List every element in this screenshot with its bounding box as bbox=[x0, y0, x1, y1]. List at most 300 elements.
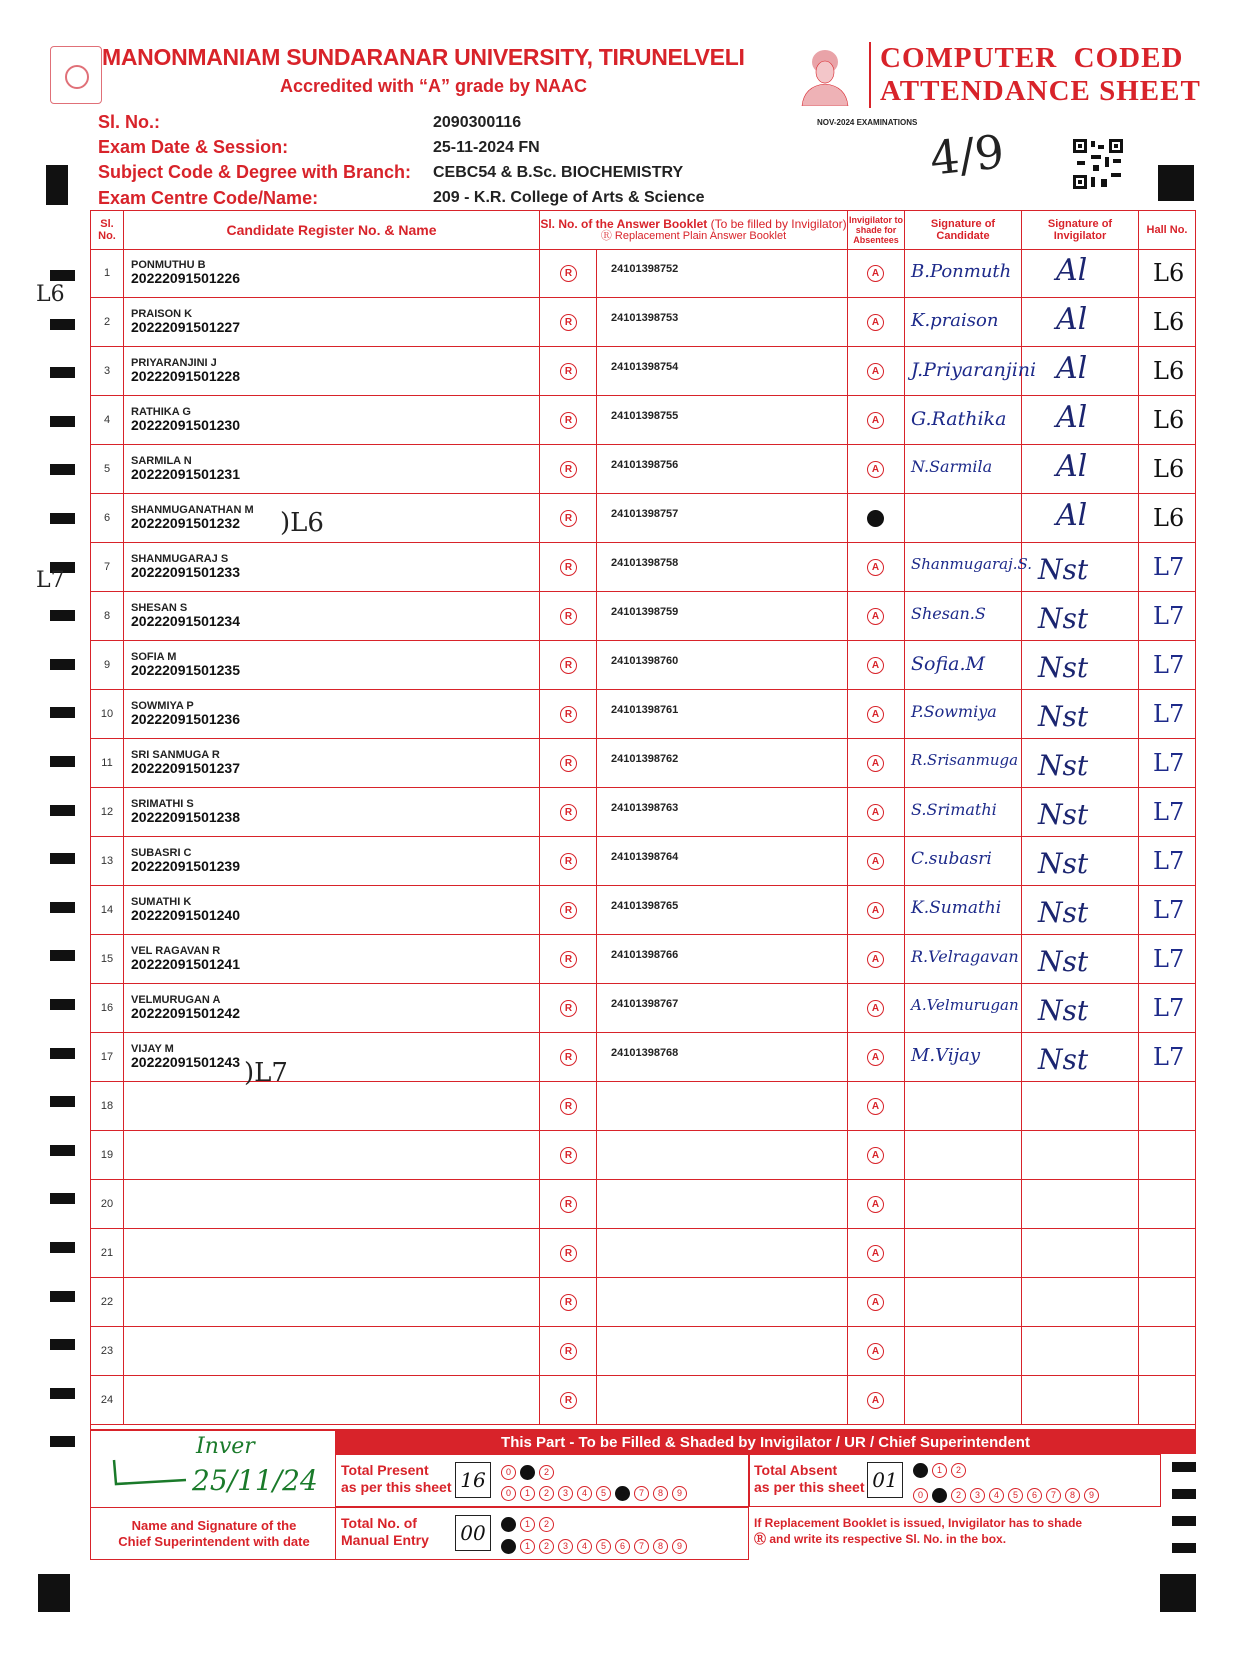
replacement-bubble[interactable]: R bbox=[560, 1098, 577, 1115]
margin-note-l6: L6 bbox=[36, 282, 65, 307]
manual-units-bubble[interactable]: 5 bbox=[596, 1539, 611, 1554]
candidate-name: SUMATHI K bbox=[131, 896, 192, 908]
absent-cell bbox=[848, 592, 905, 640]
register-number: 20222091501241 bbox=[131, 956, 241, 972]
candidate-signature: N.Sarmila bbox=[911, 457, 993, 476]
hall-number: L7 bbox=[1153, 945, 1185, 973]
invigilator-signature-cell bbox=[1022, 347, 1139, 395]
manual-units-bubble[interactable]: 0 bbox=[501, 1539, 516, 1554]
replacement-bubble[interactable]: R bbox=[560, 265, 577, 282]
timing-mark-left bbox=[50, 950, 75, 961]
header-candidate: Candidate Register No. & Name bbox=[124, 211, 540, 249]
candidate-cell bbox=[124, 739, 540, 787]
row-sl-no: 13 bbox=[91, 837, 124, 885]
subject-label: Subject Code & Degree with Branch: bbox=[98, 162, 412, 182]
absent-bubble[interactable]: A bbox=[867, 1294, 884, 1311]
candidate-signature-cell bbox=[905, 1327, 1022, 1375]
absent-bubble[interactable]: A bbox=[867, 755, 884, 772]
absent-cell bbox=[848, 788, 905, 836]
replacement-cell bbox=[540, 690, 597, 738]
candidate-signature-cell bbox=[905, 788, 1022, 836]
candidate-name bbox=[124, 1229, 539, 1239]
manual-units-bubble[interactable]: 3 bbox=[558, 1539, 573, 1554]
timing-mark-left bbox=[50, 1193, 75, 1204]
register-number: 20222091501232 bbox=[131, 515, 241, 531]
absent-bubble[interactable]: A bbox=[867, 510, 884, 527]
absent-tens-bubble[interactable]: 1 bbox=[932, 1463, 947, 1478]
candidate-signature-cell bbox=[905, 1131, 1022, 1179]
replacement-bubble[interactable]: R bbox=[560, 1245, 577, 1262]
absent-bubble[interactable]: A bbox=[867, 559, 884, 576]
candidate-name bbox=[124, 1327, 539, 1337]
candidate-name: SHANMUGANATHAN M bbox=[131, 504, 254, 516]
present-units-bubble[interactable]: 6 bbox=[615, 1486, 630, 1501]
hall-cell bbox=[1139, 543, 1195, 591]
candidate-signature: G.Rathika bbox=[911, 408, 1007, 430]
invigilator-signature: Nst bbox=[1038, 798, 1089, 831]
hall-cell bbox=[1139, 298, 1195, 346]
candidate-signature: P.Sowmiya bbox=[911, 702, 997, 721]
booklet-number: 24101398761 bbox=[611, 704, 679, 716]
invigilator-signature: Al bbox=[1056, 302, 1088, 337]
manual-tens-bubble[interactable]: 1 bbox=[520, 1517, 535, 1532]
replacement-cell bbox=[540, 1327, 597, 1375]
manual-tens-bubble[interactable]: 0 bbox=[501, 1517, 516, 1532]
table-row bbox=[91, 886, 1195, 935]
hall-number: L6 bbox=[1153, 259, 1185, 287]
hall-cell bbox=[1139, 347, 1195, 395]
invigilator-signature-cell bbox=[1022, 690, 1139, 738]
absent-bubble[interactable]: A bbox=[867, 1343, 884, 1360]
candidate-signature-cell bbox=[905, 984, 1022, 1032]
replacement-bubble[interactable]: R bbox=[560, 755, 577, 772]
absent-bubble[interactable]: A bbox=[867, 1147, 884, 1164]
absent-units-bubble[interactable]: 3 bbox=[970, 1488, 985, 1503]
absent-units-bubbles[interactable] bbox=[913, 1485, 1103, 1503]
hall-cell bbox=[1139, 249, 1195, 297]
invigilator-signature: Al bbox=[1056, 400, 1088, 435]
candidate-name: RATHIKA G bbox=[131, 406, 191, 418]
register-number: 20222091501228 bbox=[131, 368, 241, 384]
manual-units-bubble[interactable]: 1 bbox=[520, 1539, 535, 1554]
table-row bbox=[91, 543, 1195, 592]
candidate-signature-cell bbox=[905, 837, 1022, 885]
present-tens-bubble[interactable]: 0 bbox=[501, 1465, 516, 1480]
replacement-cell bbox=[540, 984, 597, 1032]
timing-mark-left bbox=[50, 1145, 75, 1156]
hall-number: L7 bbox=[1153, 896, 1185, 924]
candidate-signature: B.Ponmuth bbox=[911, 261, 1012, 282]
candidate-signature-cell bbox=[905, 1278, 1022, 1326]
manual-units-bubble[interactable]: 4 bbox=[577, 1539, 592, 1554]
absent-value[interactable]: 01 bbox=[867, 1462, 903, 1498]
row-sl-no: 14 bbox=[91, 886, 124, 934]
replacement-cell bbox=[540, 739, 597, 787]
hall-number: L6 bbox=[1153, 308, 1185, 336]
absent-bubble[interactable]: A bbox=[867, 951, 884, 968]
absent-bubble[interactable]: A bbox=[867, 1098, 884, 1115]
row-sl-no: 7 bbox=[91, 543, 124, 591]
replacement-bubble[interactable]: R bbox=[560, 559, 577, 576]
manual-units-bubble[interactable]: 9 bbox=[672, 1539, 687, 1554]
header-divider bbox=[869, 42, 871, 108]
header-hall: Hall No. bbox=[1146, 224, 1188, 236]
booklet-cell bbox=[597, 445, 848, 493]
invigilator-signature: Al bbox=[1056, 253, 1088, 288]
timing-mark-left bbox=[50, 416, 75, 427]
replacement-bubble[interactable]: R bbox=[560, 608, 577, 625]
absent-cell bbox=[848, 641, 905, 689]
invigilator-signature-cell bbox=[1022, 1327, 1139, 1375]
booklet-cell bbox=[597, 1327, 848, 1375]
row6-note: )L6 bbox=[280, 508, 324, 538]
candidate-signature-cell bbox=[905, 494, 1022, 542]
manual-units-bubble[interactable]: 7 bbox=[634, 1539, 649, 1554]
candidate-name: PRAISON K bbox=[131, 308, 193, 320]
booklet-cell bbox=[597, 249, 848, 297]
timing-mark-left bbox=[50, 707, 75, 718]
attendance-table bbox=[90, 210, 1196, 1430]
absent-bubble[interactable]: A bbox=[867, 1000, 884, 1017]
absent-bubble[interactable]: A bbox=[867, 902, 884, 919]
replacement-bubble[interactable]: R bbox=[560, 363, 577, 380]
absent-cell bbox=[848, 1327, 905, 1375]
present-units-bubble[interactable]: 2 bbox=[539, 1486, 554, 1501]
timing-mark-corner bbox=[46, 165, 68, 205]
chief-signature-stroke bbox=[110, 1458, 190, 1488]
absent-cell bbox=[848, 396, 905, 444]
invigilator-signature-cell bbox=[1022, 1376, 1139, 1424]
candidate-name bbox=[124, 1131, 539, 1141]
candidate-name: SUBASRI C bbox=[131, 847, 192, 859]
booklet-cell bbox=[597, 1180, 848, 1228]
absent-cell bbox=[848, 886, 905, 934]
centre-value: 209 - K.R. College of Arts & Science bbox=[433, 189, 705, 206]
replacement-bubble[interactable]: R bbox=[560, 510, 577, 527]
invigilator-signature: Nst bbox=[1038, 945, 1089, 978]
absent-bubble[interactable]: A bbox=[867, 1392, 884, 1409]
invigilator-signature-cell bbox=[1022, 935, 1139, 983]
candidate-cell bbox=[124, 641, 540, 689]
header-booklet-title bbox=[540, 218, 846, 230]
absent-bubble[interactable]: A bbox=[867, 804, 884, 821]
absent-cell bbox=[848, 935, 905, 983]
manual-units-bubble[interactable]: 6 bbox=[615, 1539, 630, 1554]
replacement-bubble[interactable]: R bbox=[560, 1392, 577, 1409]
manual-tens-bubble[interactable]: 2 bbox=[539, 1517, 554, 1532]
candidate-cell bbox=[124, 886, 540, 934]
timing-mark-left bbox=[50, 902, 75, 913]
manual-entry-value[interactable]: 00 bbox=[455, 1515, 491, 1551]
replacement-bubble[interactable]: R bbox=[560, 314, 577, 331]
absent-tens-bubbles[interactable] bbox=[913, 1460, 970, 1478]
booklet-cell bbox=[597, 1082, 848, 1130]
present-units-bubble[interactable]: 3 bbox=[558, 1486, 573, 1501]
replacement-bubble[interactable]: R bbox=[560, 1049, 577, 1066]
absent-bubble[interactable]: A bbox=[867, 461, 884, 478]
row-sl-no: 18 bbox=[91, 1082, 124, 1130]
hall-number: L7 bbox=[1153, 749, 1185, 777]
booklet-number: 24101398768 bbox=[611, 1047, 679, 1059]
present-tens-bubble[interactable]: 2 bbox=[539, 1465, 554, 1480]
row17-note: )L7 bbox=[244, 1058, 288, 1088]
accreditation-text: Accredited with “A” grade by NAAC bbox=[280, 76, 588, 96]
register-number: 20222091501227 bbox=[131, 319, 241, 335]
absent-bubble[interactable]: A bbox=[867, 657, 884, 674]
booklet-number: 24101398752 bbox=[611, 263, 679, 275]
present-units-bubble[interactable]: 7 bbox=[634, 1486, 649, 1501]
exam-date-value: 25-11-2024 FN bbox=[433, 139, 540, 156]
absent-bubble[interactable]: A bbox=[867, 363, 884, 380]
candidate-cell bbox=[124, 1327, 540, 1375]
present-value[interactable]: 16 bbox=[455, 1462, 491, 1498]
invigilator-signature-cell bbox=[1022, 984, 1139, 1032]
candidate-cell bbox=[124, 592, 540, 640]
present-tens-bubble[interactable]: 1 bbox=[520, 1465, 535, 1480]
candidate-signature-cell bbox=[905, 396, 1022, 444]
header-sl-no: Sl. No. bbox=[91, 211, 124, 249]
absent-units-bubble[interactable]: 8 bbox=[1065, 1488, 1080, 1503]
row-sl-no: 17 bbox=[91, 1033, 124, 1081]
invigilator-signature: Al bbox=[1056, 449, 1088, 484]
table-row bbox=[91, 641, 1195, 690]
replacement-bubble[interactable]: R bbox=[560, 902, 577, 919]
absent-cell bbox=[848, 1082, 905, 1130]
present-label: Total Present as per this sheet bbox=[341, 1462, 452, 1495]
candidate-signature-cell bbox=[905, 445, 1022, 493]
candidate-cell bbox=[124, 1278, 540, 1326]
replacement-bubble[interactable]: R bbox=[560, 951, 577, 968]
absent-units-bubble[interactable]: 9 bbox=[1084, 1488, 1099, 1503]
register-number: 20222091501226 bbox=[131, 270, 241, 286]
table-row bbox=[91, 494, 1195, 543]
replacement-cell bbox=[540, 935, 597, 983]
timing-mark-left bbox=[50, 1436, 75, 1447]
row-sl-no: 6 bbox=[91, 494, 124, 542]
candidate-cell bbox=[124, 396, 540, 444]
timing-mark-corner bbox=[1160, 1574, 1196, 1612]
present-units-bubble[interactable]: 5 bbox=[596, 1486, 611, 1501]
present-units-bubble[interactable]: 9 bbox=[672, 1486, 687, 1501]
candidate-signature: K.Sumathi bbox=[911, 898, 1002, 918]
absent-bubble[interactable]: A bbox=[867, 314, 884, 331]
booklet-cell bbox=[597, 543, 848, 591]
invigilator-signature: Nst bbox=[1038, 749, 1089, 782]
booklet-cell bbox=[597, 1229, 848, 1277]
replacement-cell bbox=[540, 1376, 597, 1424]
replacement-bubble[interactable]: R bbox=[560, 1294, 577, 1311]
absent-bubble[interactable]: A bbox=[867, 412, 884, 429]
replacement-bubble[interactable]: R bbox=[560, 1000, 577, 1017]
absent-cell bbox=[848, 1180, 905, 1228]
candidate-cell bbox=[124, 445, 540, 493]
chief-divider bbox=[90, 1507, 336, 1508]
invigilator-signature-cell bbox=[1022, 739, 1139, 787]
subject-value: CEBC54 & B.Sc. BIOCHEMISTRY bbox=[433, 164, 684, 181]
candidate-name: SARMILA N bbox=[131, 455, 192, 467]
replacement-cell bbox=[540, 1229, 597, 1277]
present-units-bubbles[interactable] bbox=[501, 1483, 691, 1501]
hall-cell bbox=[1139, 1082, 1195, 1130]
absent-units-bubble[interactable]: 6 bbox=[1027, 1488, 1042, 1503]
candidate-name bbox=[124, 1180, 539, 1190]
present-tens-bubbles[interactable] bbox=[501, 1462, 558, 1480]
booklet-number: 24101398755 bbox=[611, 410, 679, 422]
timing-mark-right bbox=[1172, 1462, 1196, 1472]
header-booklet-note: (To be filled by Invigilator) bbox=[710, 217, 847, 231]
register-number: 20222091501233 bbox=[131, 564, 241, 580]
replacement-cell bbox=[540, 347, 597, 395]
sl-no-label: Sl. No.: bbox=[98, 112, 160, 132]
replacement-cell bbox=[540, 1278, 597, 1326]
hall-cell bbox=[1139, 690, 1195, 738]
register-number: 20222091501237 bbox=[131, 760, 241, 776]
absent-units-bubble[interactable]: 7 bbox=[1046, 1488, 1061, 1503]
present-units-bubble[interactable]: 4 bbox=[577, 1486, 592, 1501]
hall-cell bbox=[1139, 396, 1195, 444]
sl-no-value: 2090300116 bbox=[433, 114, 522, 131]
candidate-name: SOWMIYA P bbox=[131, 700, 194, 712]
absent-cell bbox=[848, 494, 905, 542]
invigilator-signature-cell bbox=[1022, 1131, 1139, 1179]
absent-bubble[interactable]: A bbox=[867, 608, 884, 625]
absent-bubble[interactable]: A bbox=[867, 706, 884, 723]
hall-number: L7 bbox=[1153, 1043, 1185, 1071]
timing-mark-left bbox=[50, 756, 75, 767]
invigilator-signature-cell bbox=[1022, 445, 1139, 493]
invigilator-signature-cell bbox=[1022, 641, 1139, 689]
register-number: 20222091501236 bbox=[131, 711, 241, 727]
booklet-number: 24101398765 bbox=[611, 900, 679, 912]
header-booklet-label: Sl. No. of the Answer Booklet bbox=[540, 217, 708, 231]
booklet-cell bbox=[597, 1278, 848, 1326]
absent-bubble[interactable]: A bbox=[867, 1196, 884, 1213]
present-units-bubble[interactable]: 0 bbox=[501, 1486, 516, 1501]
row-sl-no: 24 bbox=[91, 1376, 124, 1424]
replacement-bubble[interactable]: R bbox=[560, 461, 577, 478]
candidate-cell bbox=[124, 788, 540, 836]
absent-bubble[interactable]: A bbox=[867, 853, 884, 870]
replacement-bubble[interactable]: R bbox=[560, 657, 577, 674]
absent-units-bubble[interactable]: 2 bbox=[951, 1488, 966, 1503]
row-sl-no: 20 bbox=[91, 1180, 124, 1228]
candidate-signature-cell bbox=[905, 1376, 1022, 1424]
row-sl-no: 21 bbox=[91, 1229, 124, 1277]
row-sl-no: 3 bbox=[91, 347, 124, 395]
timing-mark-corner bbox=[1158, 165, 1194, 201]
invigilator-signature-cell bbox=[1022, 298, 1139, 346]
timing-mark-right bbox=[1172, 1543, 1196, 1553]
row-sl-no: 22 bbox=[91, 1278, 124, 1326]
booklet-number: 24101398763 bbox=[611, 802, 679, 814]
candidate-name: VEL RAGAVAN R bbox=[131, 945, 221, 957]
table-header bbox=[91, 211, 1195, 250]
hall-number: L7 bbox=[1153, 602, 1185, 630]
manual-entry-label: Total No. of Manual Entry bbox=[341, 1515, 429, 1548]
absent-tens-bubble[interactable]: 2 bbox=[951, 1463, 966, 1478]
candidate-cell bbox=[124, 1082, 540, 1130]
invigilator-signature-cell bbox=[1022, 249, 1139, 297]
timing-mark-left bbox=[50, 1096, 75, 1107]
replacement-bubble[interactable]: R bbox=[560, 1147, 577, 1164]
sheet-title-line-2: ATTENDANCE SHEET bbox=[880, 75, 1201, 107]
absent-units-bubble[interactable]: 5 bbox=[1008, 1488, 1023, 1503]
timing-mark-left bbox=[50, 1048, 75, 1059]
candidate-signature: J.Priyaranjini bbox=[911, 359, 1037, 381]
row-sl-no: 1 bbox=[91, 249, 124, 297]
row-sl-no: 19 bbox=[91, 1131, 124, 1179]
manual-units-bubbles[interactable] bbox=[501, 1536, 691, 1554]
replacement-bubble[interactable]: R bbox=[560, 412, 577, 429]
candidate-cell bbox=[124, 935, 540, 983]
table-row bbox=[91, 1180, 1195, 1229]
table-row bbox=[91, 1082, 1195, 1131]
absent-bubble[interactable]: A bbox=[867, 265, 884, 282]
replacement-bubble[interactable]: R bbox=[560, 1196, 577, 1213]
candidate-cell bbox=[124, 837, 540, 885]
row-sl-no: 23 bbox=[91, 1327, 124, 1375]
candidate-signature-cell bbox=[905, 690, 1022, 738]
header-sig-candidate: Signature of Candidate bbox=[905, 211, 1022, 249]
university-logo bbox=[50, 46, 102, 104]
booklet-cell bbox=[597, 739, 848, 787]
absent-units-bubble[interactable]: 4 bbox=[989, 1488, 1004, 1503]
absent-bubble[interactable]: A bbox=[867, 1049, 884, 1066]
header-absent: Invigilator to shade for Absentees bbox=[848, 211, 905, 249]
table-row bbox=[91, 788, 1195, 837]
table-row bbox=[91, 347, 1195, 396]
candidate-signature: C.subasri bbox=[911, 849, 992, 869]
present-units-bubble[interactable]: 1 bbox=[520, 1486, 535, 1501]
manual-units-bubble[interactable]: 8 bbox=[653, 1539, 668, 1554]
replacement-cell bbox=[540, 788, 597, 836]
candidate-signature-cell bbox=[905, 935, 1022, 983]
candidate-signature: R.Velragavan bbox=[911, 947, 1019, 966]
row-sl-no: 16 bbox=[91, 984, 124, 1032]
manual-tens-bubbles[interactable] bbox=[501, 1514, 558, 1532]
candidate-name: SOFIA M bbox=[131, 651, 177, 663]
absent-cell bbox=[848, 739, 905, 787]
replacement-bubble[interactable]: R bbox=[560, 804, 577, 821]
candidate-signature-cell bbox=[905, 886, 1022, 934]
booklet-number: 24101398754 bbox=[611, 361, 679, 373]
absent-cell bbox=[848, 445, 905, 493]
absent-tens-bubble[interactable]: 0 bbox=[913, 1463, 928, 1478]
replacement-cell bbox=[540, 445, 597, 493]
replacement-cell bbox=[540, 592, 597, 640]
hall-cell bbox=[1139, 1376, 1195, 1424]
replacement-bubble[interactable]: R bbox=[560, 853, 577, 870]
manual-units-bubble[interactable]: 2 bbox=[539, 1539, 554, 1554]
replacement-bubble[interactable]: R bbox=[560, 1343, 577, 1360]
register-number: 20222091501234 bbox=[131, 613, 241, 629]
candidate-cell bbox=[124, 347, 540, 395]
table-row bbox=[91, 935, 1195, 984]
replacement-cell bbox=[540, 494, 597, 542]
timing-mark-left bbox=[50, 319, 75, 330]
absent-bubble[interactable]: A bbox=[867, 1245, 884, 1262]
absent-units-bubble[interactable]: 0 bbox=[913, 1488, 928, 1503]
candidate-signature-cell bbox=[905, 592, 1022, 640]
present-units-bubble[interactable]: 8 bbox=[653, 1486, 668, 1501]
timing-mark-left bbox=[50, 1242, 75, 1253]
candidate-name: PRIYARANJINI J bbox=[131, 357, 217, 369]
replacement-bubble[interactable]: R bbox=[560, 706, 577, 723]
candidate-name bbox=[124, 1278, 539, 1288]
absent-units-bubble[interactable]: 1 bbox=[932, 1488, 947, 1503]
booklet-number: 24101398760 bbox=[611, 655, 679, 667]
invigilator-signature-cell bbox=[1022, 1033, 1139, 1081]
